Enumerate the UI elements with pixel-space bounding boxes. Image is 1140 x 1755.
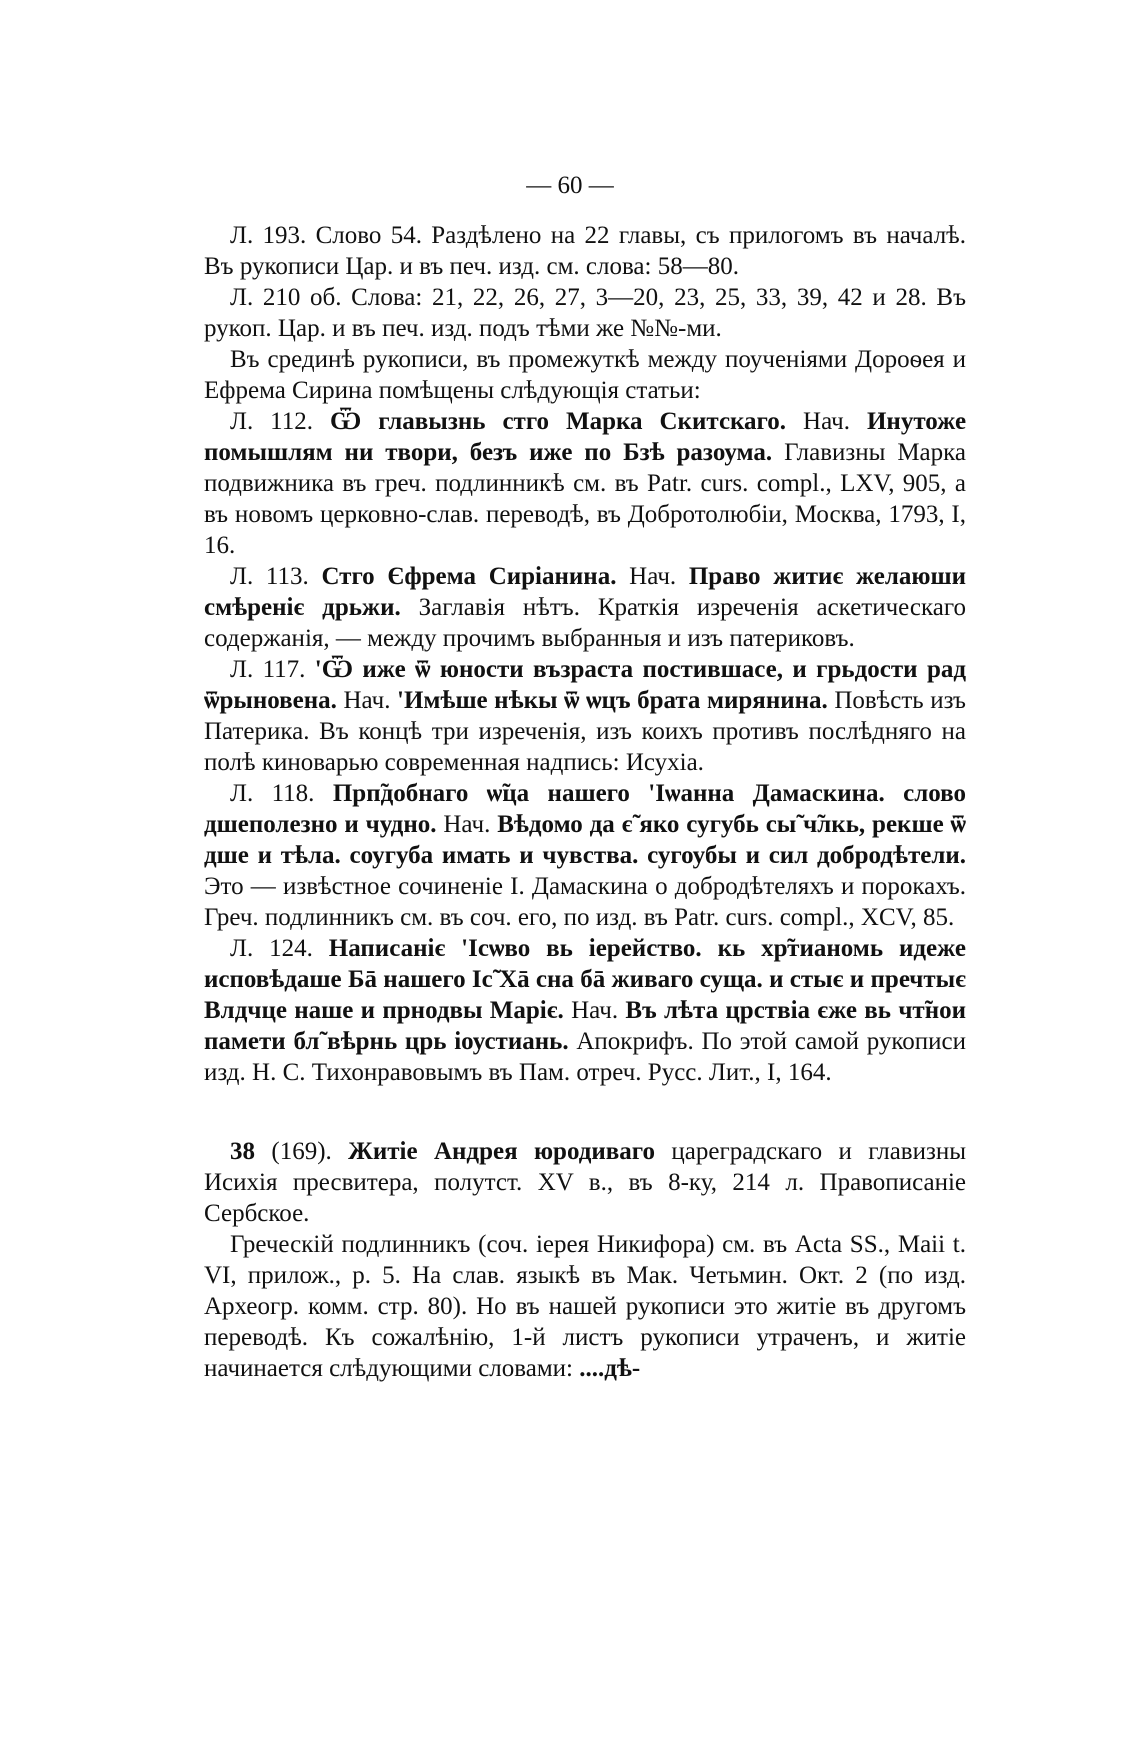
page-text: [204, 220, 966, 1384]
paragraph-text: Л. 193. Слово 54. Раздѣлено на 22 главы, съ прилогомъ въ началѣ. Въ рукописи Цар. и въ печ. изд. см. слова: 58—80.: [204, 222, 966, 280]
entry-description: Повѣсть изъ Патерика. Въ концѣ три изреченія, изъ коихъ противъ послѣдняго на полѣ киноварью современная надпись: Исухіа.: [204, 687, 966, 776]
folio-ref: Л. 112.: [230, 408, 313, 435]
paragraph: [204, 220, 966, 282]
folio-ref: Л. 118.: [230, 780, 315, 807]
slavonic-incipit: Вѣдомо да є̃ яко сугубь сы̃ ч̃лкь, рекше ѿ дше и тѣла. соугуба имать и чувства. сугоубы и сил добродѣтели.: [204, 811, 967, 869]
entry-description: Главизны Марка подвижника въ греч. подлинникѣ см. въ Patr. curs. compl., LXV, 905, а въ новомъ церковно-слав. переводѣ, въ Добротолюбіи, Москва, 1793, I, 16.: [204, 439, 967, 559]
paragraph-text: Въ срединѣ рукописи, въ промежуткѣ между поученіями Дороѳея и Ефрема Сирина помѣщены слѣдующія статьи:: [204, 346, 966, 404]
nach-label: Нач.: [803, 408, 850, 435]
page-number: — 60 —: [526, 172, 614, 199]
manuscript-number: 38: [230, 1138, 255, 1165]
entry-124: [204, 933, 966, 1088]
catalog-number: (169).: [271, 1138, 332, 1165]
paragraph: [204, 344, 966, 406]
entry-118: [204, 778, 966, 933]
slavonic-title: Прп̃добнаго ѡ̃ца нашего 'Іѡанна Дамаскина. слово дшеполезно и чудно.: [204, 780, 967, 838]
paragraph: [204, 1229, 966, 1384]
manuscript-title: Житіе Андрея юродиваго: [348, 1138, 656, 1165]
entry-description: Апокрифъ. По этой самой рукописи изд. Н. С. Тихонравовымъ въ Пам. отреч. Русс. Лит., I, 164.: [204, 1028, 966, 1086]
entry-description: Заглавія нѣтъ. Краткія изреченія аскетическаго содержанія, — между прочимъ выбранныя и изъ патериковъ.: [204, 594, 966, 652]
folio-ref: Л. 117.: [230, 656, 306, 683]
folio-ref: Л. 113.: [230, 563, 309, 590]
entry-113: [204, 561, 966, 654]
slavonic-title: Ѿ главызнь стго Марка Скитскаго.: [329, 408, 787, 435]
slavonic-title: 'Ѿ иже ѿ юности възраста постившасе, и грьдости рад ѿрыновена.: [204, 656, 967, 714]
nach-label: Нач.: [343, 687, 391, 714]
manuscript-entry-38: [204, 1136, 966, 1229]
nach-label: Нач.: [443, 811, 491, 838]
slavonic-incipit: Въ лѣта црствіа єже вь чт̃нои памети бл̃ вѣрнь црь іоустиань.: [204, 997, 967, 1055]
entry-112: [204, 406, 966, 561]
paragraph-text: Греческій подлинникъ (соч. іерея Никифора) см. въ Acta SS., Maii t. VI, прилож., p. 5. На слав. языкѣ въ Мак. Четьмин. Окт. 2 (по изд. Археогр. комм. стр. 80). Но въ нашей рукописи это житіе въ другомъ переводѣ. Къ сожалѣнію, 1-й листъ рукописи утраченъ, и житіе начинается слѣдующими словами:: [204, 1231, 966, 1382]
slavonic-incipit: Инутоже помышлям ни твори, безъ иже по Бзѣ разоума.: [204, 408, 967, 466]
entry-description: Это — извѣстное сочиненіе I. Дамаскина о добродѣтеляхъ и порокахъ. Греч. подлинникъ см. въ соч. его, по изд. въ Patr. curs. compl., XCV, 85.: [204, 873, 966, 931]
entry-117: [204, 654, 966, 778]
nach-label: Нач.: [571, 997, 619, 1024]
incipit-fragment: ....дѣ-: [579, 1355, 641, 1382]
nach-label: Нач.: [629, 563, 677, 590]
slavonic-incipit: Право житиє желаюши смѣреніє дрьжи.: [204, 563, 966, 621]
paragraph-text: Л. 210 об. Слова: 21, 22, 26, 27, 3—20, 23, 25, 33, 39, 42 и 28. Въ рукоп. Цар. и въ печ. изд. подъ тѣми же №№-ми.: [204, 284, 966, 342]
slavonic-title: Написаніє 'Ісѡво вь іерейство. кь хр̃тианомь идеже исповѣдаше Бā нашего Іс̃ Хā сна бā живаго суща. и стыє и пречтыє Влдчце наше и прнодвы Маріє.: [204, 935, 966, 1024]
section-gap: [204, 1088, 966, 1136]
paragraph: [204, 282, 966, 344]
slavonic-title: Стго Єфрема Сиріанина.: [321, 563, 617, 590]
manuscript-description: цареградскаго и главизны Исихія пресвитера, полутст. XV в., въ 8-ку, 214 л. Правописаніе Сербское.: [204, 1138, 967, 1227]
slavonic-incipit: 'Имѣше нѣкы ѿ ѡцъ брата мирянина.: [397, 687, 828, 714]
folio-ref: Л. 124.: [230, 935, 313, 962]
